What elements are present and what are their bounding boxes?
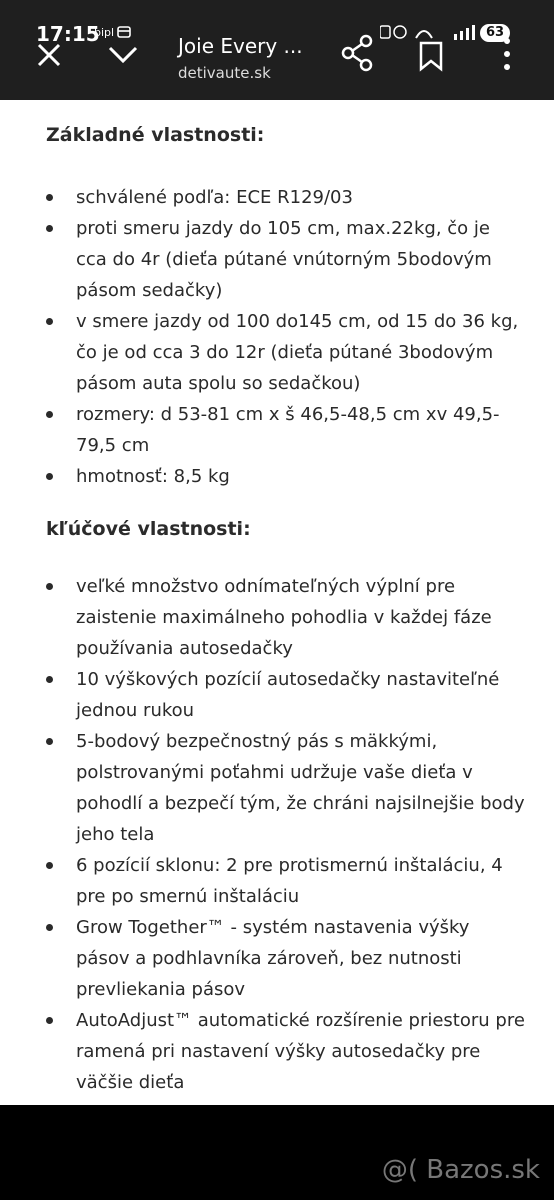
chevron-down-icon[interactable] — [106, 42, 140, 66]
page-title: Joie Every ... — [178, 34, 303, 58]
page-url: detivaute.sk — [178, 64, 271, 82]
list-item: 6 pozícií sklonu: 2 pre protismernú inštaláciu, 4 pre po smernú inštaláciu — [46, 850, 526, 912]
list-item: rozmery: d 53-81 cm x š 46,5-48,5 cm xv 49,5-79,5 cm — [46, 399, 526, 461]
share-icon[interactable] — [340, 34, 374, 72]
list-item: 10 výškových pozícií autosedačky nastaviteľné jednou rukou — [46, 664, 526, 726]
list-item: proti smeru jazdy do 105 cm, max.22kg, čo je cca do 4r (dieťa pútané vnútorným 5bodovým pásom sedačky) — [46, 213, 526, 306]
watermark-logo: @( Bazos.sk — [381, 1155, 540, 1185]
list-item: v smere jazdy od 100 do145 cm, od 15 do 36 kg, čo je od cca 3 do 12r (dieťa pútané 3bodovým pásom auta spolu so sedačkou) — [46, 306, 526, 399]
more-vert-icon[interactable] — [503, 36, 511, 72]
list-item: AutoAdjust™ automatické rozšírenie priestoru pre ramená pri nastavení výšky autosedačky pre väčšie dieťa — [46, 1005, 526, 1098]
section-heading-basic: Základné vlastnosti: — [46, 124, 265, 146]
browser-top-bar — [0, 0, 554, 100]
list-item: schválené podľa: ECE R129/03 — [46, 182, 526, 213]
section-heading-key: kľúčové vlastnosti: — [46, 518, 251, 540]
app-notification-icon — [116, 24, 132, 40]
key-properties-list — [46, 571, 526, 1098]
list-item: hmotnosť: 8,5 kg — [46, 461, 526, 492]
article-content — [0, 100, 554, 1105]
close-icon[interactable] — [34, 40, 64, 70]
status-time: 17:15 — [36, 22, 100, 46]
system-status-icons — [380, 22, 490, 42]
bookmark-icon[interactable] — [418, 40, 444, 72]
status-network-label: bipl — [94, 26, 115, 39]
list-item: veľké množstvo odnímateľných výplní pre zaistenie maximálneho pohodlia v každej fáze používania autosedačky — [46, 571, 526, 664]
battery-indicator: 63 — [480, 24, 510, 42]
list-item: 5-bodový bezpečnostný pás s mäkkými, polstrovanými poťahmi udržuje vaše dieťa v pohodlí a bezpečí tým, že chráni najsilnejšie body jeho tela — [46, 726, 526, 850]
basic-properties-list — [46, 182, 526, 492]
list-item: Grow Together™ - systém nastavenia výšky pásov a podhlavníka zároveň, bez nutnosti prevliekania pásov — [46, 912, 526, 1005]
bottom-bar — [0, 1105, 554, 1200]
